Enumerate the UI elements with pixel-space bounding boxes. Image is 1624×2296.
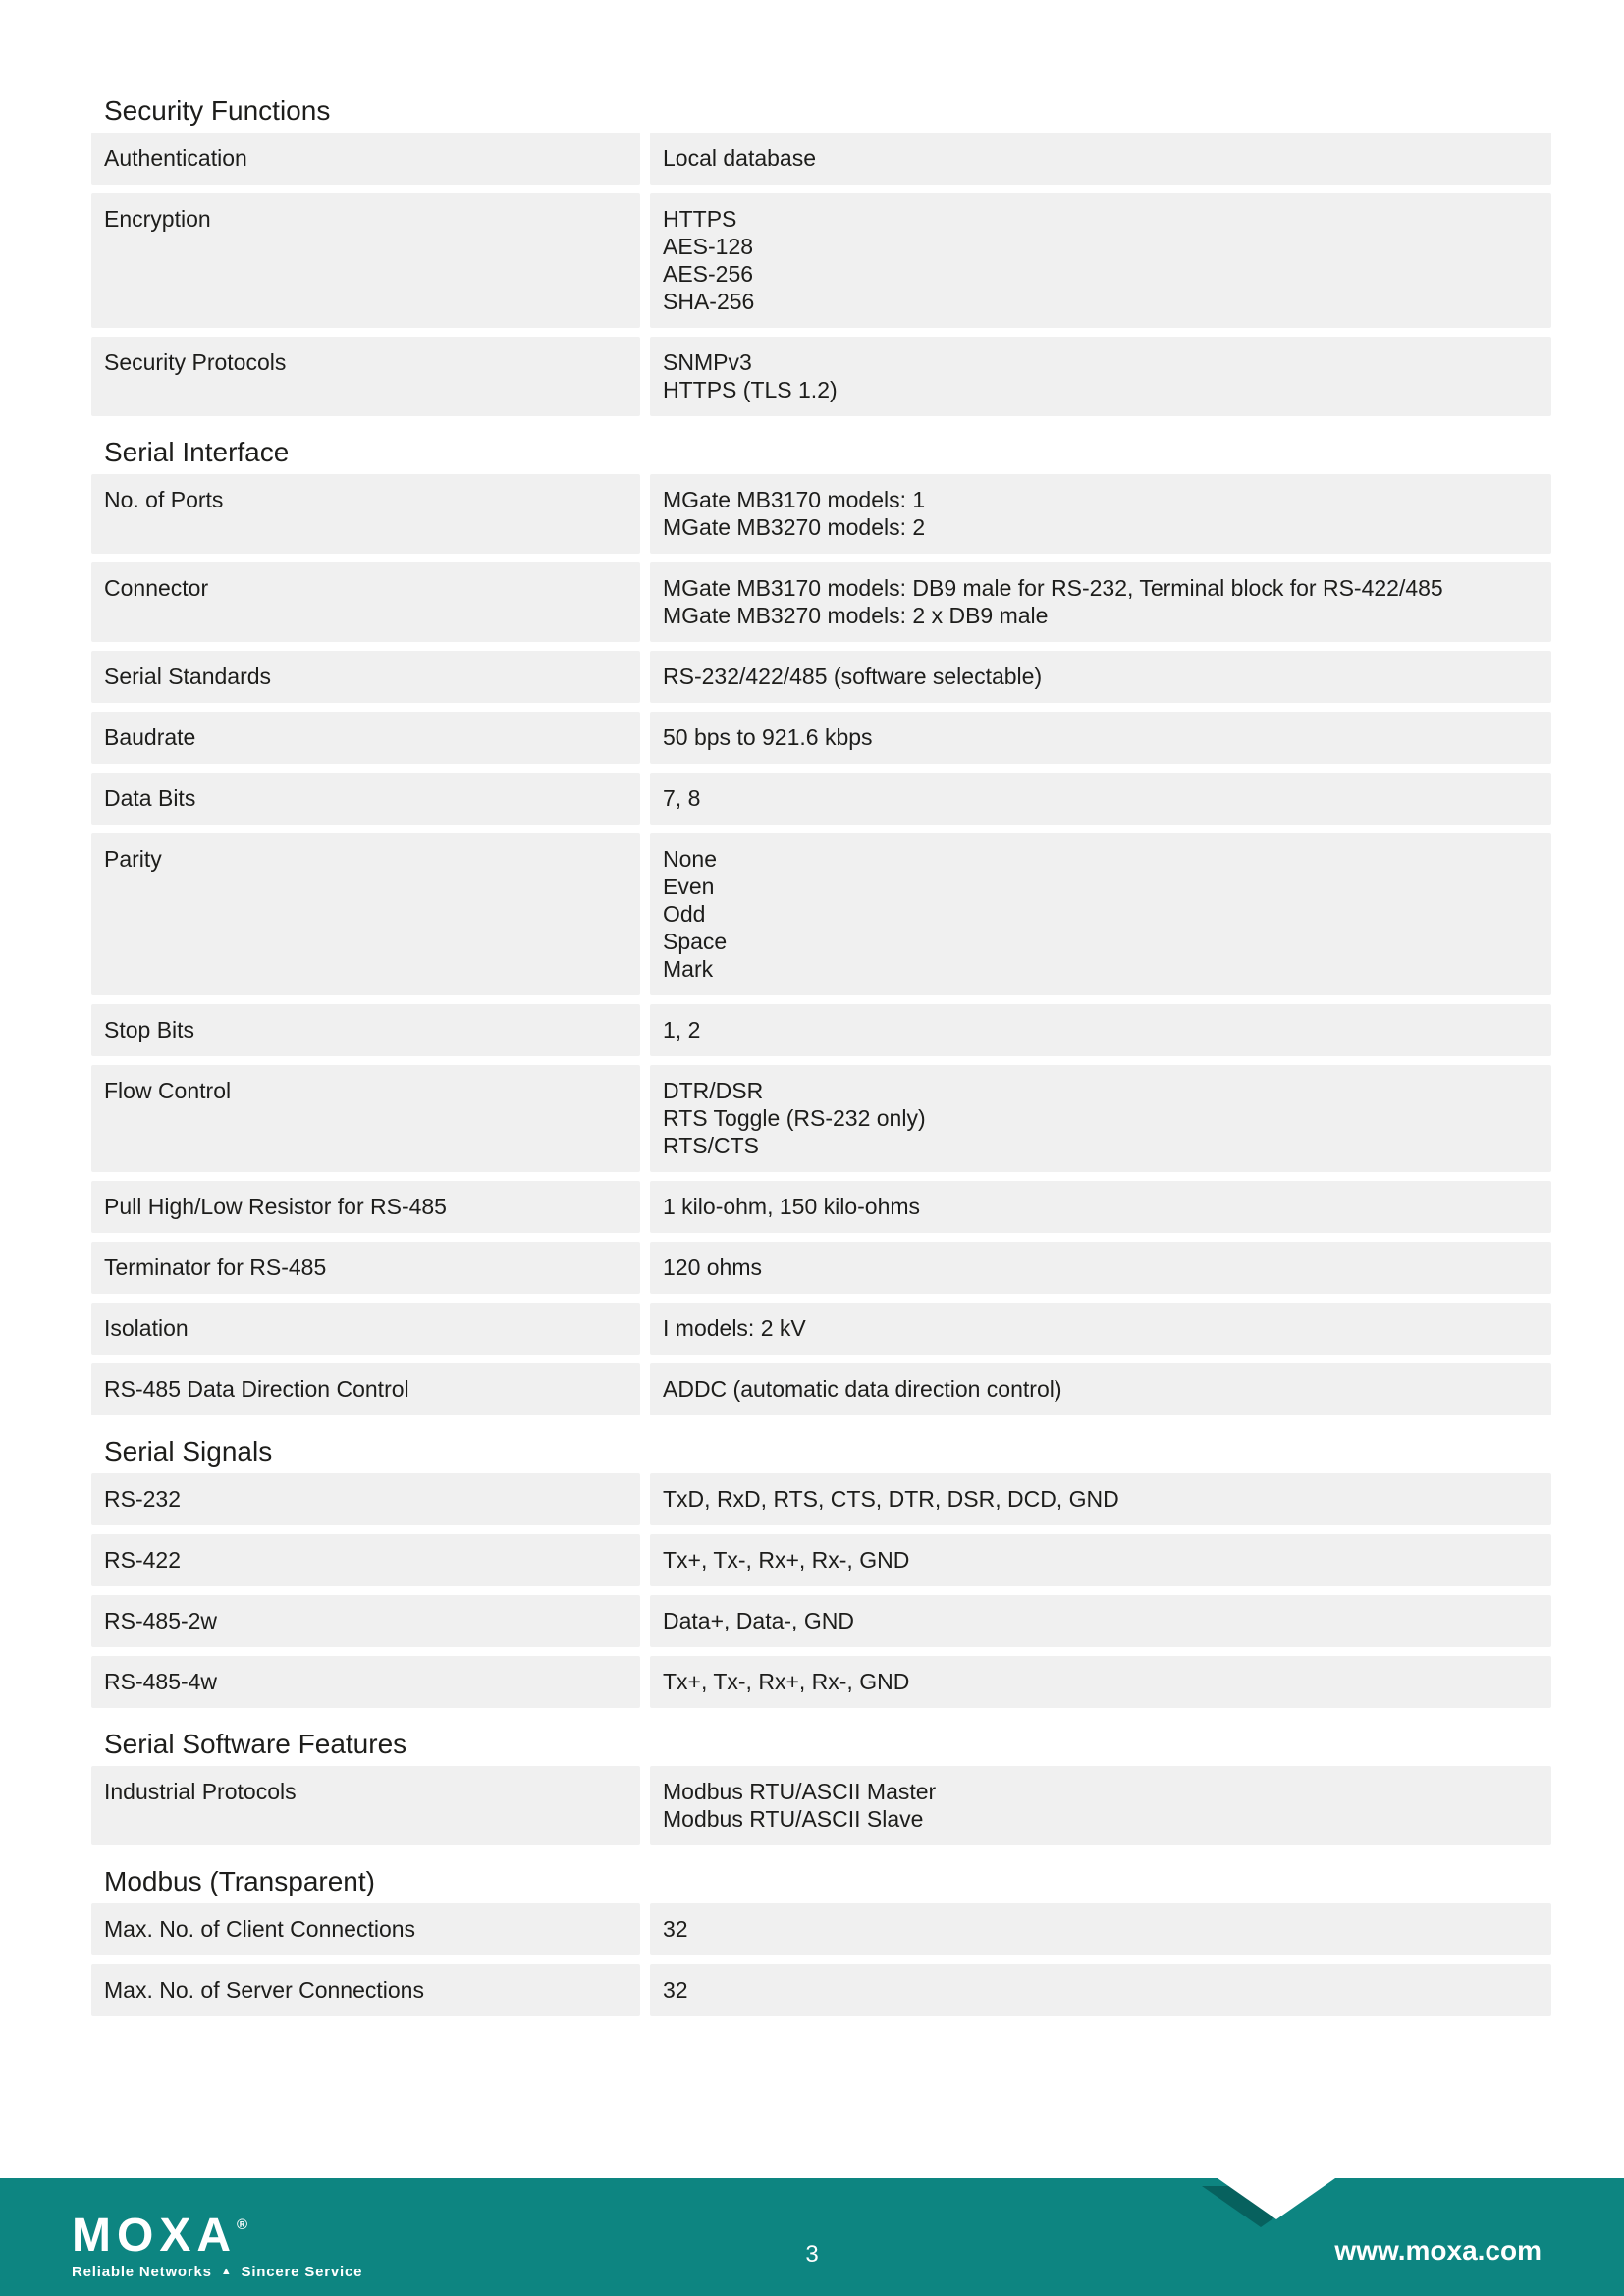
page-number: 3 [805, 2241, 819, 2268]
spec-value-line: None [663, 846, 717, 872]
spec-value-line: Even [663, 874, 715, 899]
spec-value [650, 474, 1551, 554]
spec-value [650, 1242, 1551, 1294]
spec-label: Connector [91, 562, 640, 642]
spec-value [650, 651, 1551, 703]
spec-row [91, 1473, 1551, 1525]
spec-row [91, 1766, 1551, 1845]
spec-value-line: TxD, RxD, RTS, CTS, DTR, DSR, DCD, GND [663, 1486, 1119, 1512]
spec-value-line: RTS/CTS [663, 1133, 759, 1158]
registered-trademark-icon: ® [237, 2216, 248, 2233]
spec-value [650, 562, 1551, 642]
spec-value-line: MGate MB3270 models: 2 x DB9 male [663, 603, 1049, 628]
tagline-left: Reliable Networks [72, 2264, 212, 2280]
triangle-icon: ▲ [220, 2266, 233, 2277]
spec-row [91, 712, 1551, 764]
spec-value [650, 712, 1551, 764]
spec-value-line: DTR/DSR [663, 1078, 764, 1103]
spec-value-line: MGate MB3170 models: 1 [663, 487, 926, 512]
spec-row [91, 833, 1551, 995]
moxa-wordmark: MOXA [72, 2210, 237, 2262]
spec-value-line: Data+, Data-, GND [663, 1608, 854, 1633]
spec-value [650, 1473, 1551, 1525]
spec-value-line: Tx+, Tx-, Rx+, Rx-, GND [663, 1547, 910, 1573]
website-link[interactable]: www.moxa.com [1334, 2235, 1542, 2266]
spec-row [91, 1303, 1551, 1355]
spec-label: Parity [91, 833, 640, 995]
section-title: Serial Interface [104, 437, 290, 467]
spec-value-line: RS-232/422/485 (software selectable) [663, 664, 1043, 689]
section-title: Serial Software Features [104, 1729, 407, 1759]
spec-value [650, 1964, 1551, 2016]
spec-value-line: 32 [663, 1977, 688, 2002]
spec-value-line: Space [663, 929, 728, 954]
spec-value [650, 1595, 1551, 1647]
spec-value-line: Local database [663, 145, 817, 171]
spec-label: RS-422 [91, 1534, 640, 1586]
spec-value-line: SHA-256 [663, 289, 755, 314]
spec-value [650, 1181, 1551, 1233]
page-footer [0, 2178, 1624, 2296]
spec-label: Terminator for RS-485 [91, 1242, 640, 1294]
spec-value-line: MGate MB3170 models: DB9 male for RS-232, Terminal block for RS-422/485 [663, 575, 1443, 601]
spec-value [650, 1303, 1551, 1355]
spec-value-line: Tx+, Tx-, Rx+, Rx-, GND [663, 1669, 910, 1694]
spec-label: RS-485 Data Direction Control [91, 1363, 640, 1415]
spec-row [91, 1534, 1551, 1586]
spec-value [650, 1903, 1551, 1955]
section-title: Security Functions [104, 95, 331, 126]
spec-value-line: ADDC (automatic data direction control) [663, 1376, 1062, 1402]
spec-label: Data Bits [91, 773, 640, 825]
spec-value-line: Modbus RTU/ASCII Master [663, 1779, 937, 1804]
spec-row [91, 773, 1551, 825]
spec-label: Isolation [91, 1303, 640, 1355]
spec-value [650, 1004, 1551, 1056]
tagline-right: Sincere Service [241, 2264, 363, 2280]
spec-label: Pull High/Low Resistor for RS-485 [91, 1181, 640, 1233]
spec-value-line: Modbus RTU/ASCII Slave [663, 1806, 924, 1832]
spec-value-line: MGate MB3270 models: 2 [663, 514, 926, 540]
spec-value-line: AES-256 [663, 261, 754, 287]
spec-value-line: RTS Toggle (RS-232 only) [663, 1105, 926, 1131]
spec-tables [91, 0, 1551, 2025]
spec-value [650, 1656, 1551, 1708]
spec-row [91, 1242, 1551, 1294]
spec-value-line: 7, 8 [663, 785, 701, 811]
spec-label: RS-232 [91, 1473, 640, 1525]
spec-label: Authentication [91, 133, 640, 185]
spec-row [91, 133, 1551, 185]
spec-value [650, 1766, 1551, 1845]
spec-row [91, 193, 1551, 328]
spec-row [91, 337, 1551, 416]
spec-value-line: AES-128 [663, 234, 754, 259]
spec-row [91, 1903, 1551, 1955]
spec-label: Baudrate [91, 712, 640, 764]
spec-value-line: SNMPv3 [663, 349, 752, 375]
spec-value [650, 193, 1551, 328]
spec-value-line: I models: 2 kV [663, 1315, 806, 1341]
spec-row [91, 1363, 1551, 1415]
spec-row [91, 1065, 1551, 1172]
spec-value-line: Odd [663, 901, 706, 927]
spec-value [650, 833, 1551, 995]
spec-value-line: Mark [663, 956, 714, 982]
spec-label: Security Protocols [91, 337, 640, 416]
spec-row [91, 562, 1551, 642]
spec-value-line: 32 [663, 1916, 688, 1942]
spec-value [650, 133, 1551, 185]
spec-row [91, 1181, 1551, 1233]
spec-label: Max. No. of Server Connections [91, 1964, 640, 2016]
spec-label: Serial Standards [91, 651, 640, 703]
spec-value [650, 773, 1551, 825]
spec-label: Stop Bits [91, 1004, 640, 1056]
spec-value-line: HTTPS (TLS 1.2) [663, 377, 838, 402]
spec-value [650, 337, 1551, 416]
spec-label: No. of Ports [91, 474, 640, 554]
spec-row [91, 651, 1551, 703]
spec-row [91, 1656, 1551, 1708]
section-title: Serial Signals [104, 1436, 273, 1467]
spec-row [91, 1964, 1551, 2016]
spec-row [91, 1004, 1551, 1056]
spec-label: Encryption [91, 193, 640, 328]
spec-value-line: HTTPS [663, 206, 737, 232]
spec-row [91, 1595, 1551, 1647]
spec-value [650, 1363, 1551, 1415]
spec-value [650, 1065, 1551, 1172]
spec-value-line: 1 kilo-ohm, 150 kilo-ohms [663, 1194, 921, 1219]
spec-value-line: 1, 2 [663, 1017, 701, 1042]
spec-label: Flow Control [91, 1065, 640, 1172]
spec-label: Max. No. of Client Connections [91, 1903, 640, 1955]
spec-label: RS-485-2w [91, 1595, 640, 1647]
spec-label: Industrial Protocols [91, 1766, 640, 1845]
spec-row [91, 474, 1551, 554]
spec-value [650, 1534, 1551, 1586]
spec-label: RS-485-4w [91, 1656, 640, 1708]
spec-value-line: 120 ohms [663, 1255, 763, 1280]
section-title: Modbus (Transparent) [104, 1866, 375, 1896]
spec-value-line: 50 bps to 921.6 kbps [663, 724, 873, 750]
